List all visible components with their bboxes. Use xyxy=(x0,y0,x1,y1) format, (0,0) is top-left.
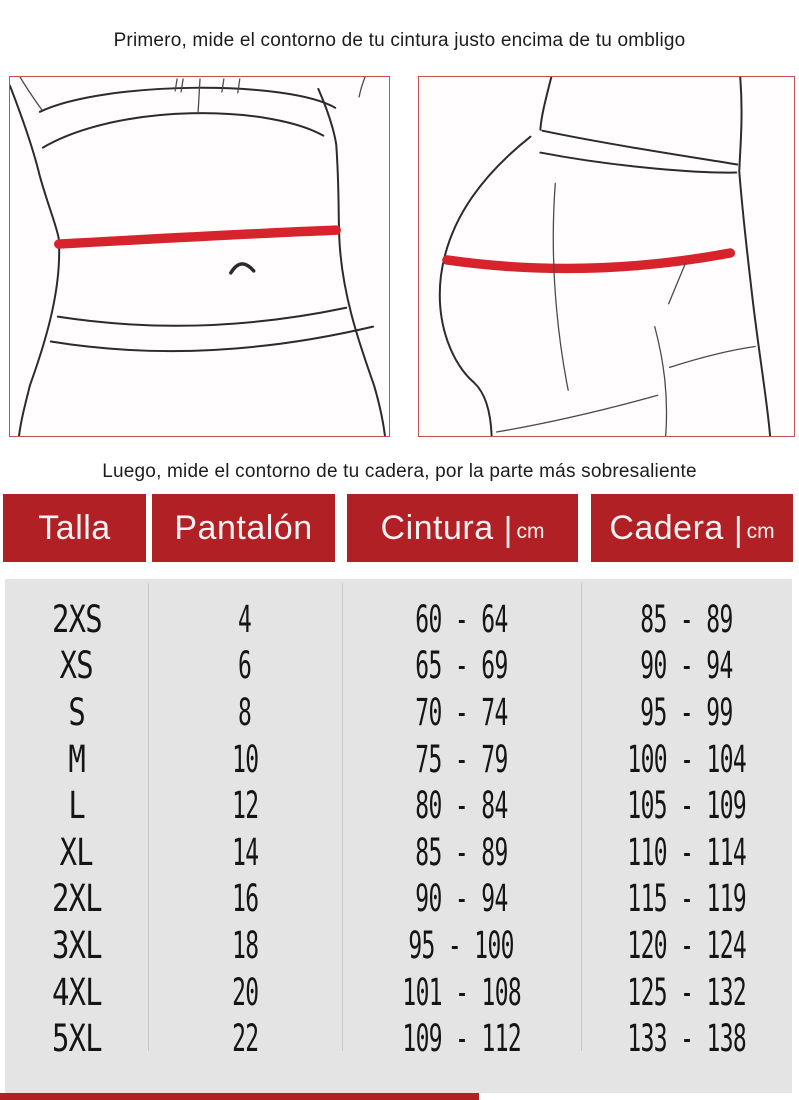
cell-text: 101 - 108 xyxy=(402,970,521,1014)
hip-measure-line xyxy=(447,253,730,268)
size-cell xyxy=(5,877,148,920)
cell-text: 5XL xyxy=(51,1017,102,1061)
size-table xyxy=(5,579,792,1093)
cell-text: 95 - 99 xyxy=(640,690,733,734)
unit-label: cm xyxy=(746,520,775,543)
value-cell xyxy=(342,598,581,641)
cell-text: 16 xyxy=(231,877,259,921)
column-header-talla xyxy=(3,494,146,562)
cell-text: XS xyxy=(59,644,94,688)
value-cell xyxy=(581,738,792,781)
column-header-label: Cadera xyxy=(609,508,724,547)
value-cell xyxy=(342,738,581,781)
table-row xyxy=(5,596,792,643)
size-table-body xyxy=(5,596,792,1062)
value-cell xyxy=(342,644,581,687)
cell-text: 2XL xyxy=(51,877,102,921)
column-divider xyxy=(342,583,343,1051)
cell-text: 100 - 104 xyxy=(627,737,746,781)
column-header-pantalon xyxy=(152,494,335,562)
cell-text: L xyxy=(68,784,85,828)
hip-measurement-illustration xyxy=(419,77,794,436)
waist-illustration-frame xyxy=(9,76,390,437)
waist-measure-line xyxy=(59,230,336,244)
cell-text: 18 xyxy=(231,923,259,967)
size-table-header-row xyxy=(0,494,799,562)
hip-instruction-text: Luego, mide el contorno de tu cadera, por la parte más sobresaliente xyxy=(102,461,697,482)
value-cell xyxy=(148,877,342,920)
table-row xyxy=(5,689,792,736)
value-cell xyxy=(148,644,342,687)
column-divider xyxy=(581,583,582,1051)
cell-text: M xyxy=(68,737,85,781)
cell-text: 4 xyxy=(238,597,252,641)
value-cell xyxy=(148,738,342,781)
size-cell xyxy=(5,644,148,687)
cell-text: 115 - 119 xyxy=(627,877,746,921)
value-cell xyxy=(342,691,581,734)
cell-text: 12 xyxy=(231,784,259,828)
table-row xyxy=(5,643,792,690)
value-cell xyxy=(581,784,792,827)
cell-text: 70 - 74 xyxy=(415,690,508,734)
unit-label: cm xyxy=(516,520,545,543)
value-cell xyxy=(148,924,342,967)
hip-illustration-frame xyxy=(418,76,795,437)
value-cell xyxy=(581,691,792,734)
cell-text: 90 - 94 xyxy=(640,644,733,688)
value-cell xyxy=(148,691,342,734)
cell-text: 120 - 124 xyxy=(627,923,746,967)
cell-text: 60 - 64 xyxy=(415,597,508,641)
column-header-label: Talla xyxy=(38,508,111,547)
cell-text: 80 - 84 xyxy=(415,784,508,828)
value-cell xyxy=(148,598,342,641)
waist-instruction-text: Primero, mide el contorno de tu cintura justo encima de tu ombligo xyxy=(113,30,686,51)
cell-text: 75 - 79 xyxy=(415,737,508,781)
cell-text: XL xyxy=(59,830,94,874)
cell-text: 3XL xyxy=(51,923,102,967)
column-header-cadera xyxy=(591,494,793,562)
table-row xyxy=(5,876,792,923)
value-cell xyxy=(148,784,342,827)
value-cell xyxy=(148,971,342,1014)
cell-text: 105 - 109 xyxy=(627,784,746,828)
size-cell xyxy=(5,1017,148,1060)
value-cell xyxy=(581,831,792,874)
value-cell xyxy=(342,971,581,1014)
value-cell xyxy=(581,598,792,641)
value-cell xyxy=(148,831,342,874)
value-cell xyxy=(581,971,792,1014)
column-divider xyxy=(148,583,149,1051)
table-row xyxy=(5,736,792,783)
table-row xyxy=(5,782,792,829)
unit-separator: | xyxy=(733,510,743,549)
size-cell xyxy=(5,784,148,827)
cell-text: 85 - 89 xyxy=(640,597,733,641)
cell-text: 109 - 112 xyxy=(402,1017,521,1061)
value-cell xyxy=(581,877,792,920)
waist-measurement-illustration xyxy=(10,77,389,436)
cell-text: 6 xyxy=(238,644,252,688)
cell-text: 110 - 114 xyxy=(627,830,746,874)
value-cell xyxy=(342,924,581,967)
table-row xyxy=(5,969,792,1016)
size-cell xyxy=(5,831,148,874)
cell-text: 4XL xyxy=(51,970,102,1014)
value-cell xyxy=(342,831,581,874)
size-cell xyxy=(5,598,148,641)
size-cell xyxy=(5,738,148,781)
value-cell xyxy=(342,877,581,920)
value-cell xyxy=(342,784,581,827)
cell-text: 8 xyxy=(238,690,252,734)
cell-text: 14 xyxy=(231,830,259,874)
table-row xyxy=(5,922,792,969)
column-header-label: Cintura xyxy=(380,508,494,547)
cell-text: 90 - 94 xyxy=(415,877,508,921)
cell-text: 133 - 138 xyxy=(627,1017,746,1061)
value-cell xyxy=(581,924,792,967)
value-cell xyxy=(148,1017,342,1060)
cell-text: S xyxy=(68,690,85,734)
cell-text: 10 xyxy=(231,737,259,781)
unit-separator: | xyxy=(503,510,513,549)
value-cell xyxy=(342,1017,581,1060)
cell-text: 95 - 100 xyxy=(408,923,515,967)
cell-text: 20 xyxy=(231,970,259,1014)
value-cell xyxy=(581,644,792,687)
table-row xyxy=(5,1015,792,1062)
size-cell xyxy=(5,924,148,967)
cell-text: 125 - 132 xyxy=(627,970,746,1014)
size-cell xyxy=(5,691,148,734)
column-header-label: Pantalón xyxy=(174,508,313,547)
column-header-cintura xyxy=(347,494,578,562)
bottom-accent-bar xyxy=(0,1093,479,1100)
value-cell xyxy=(581,1017,792,1060)
size-cell xyxy=(5,971,148,1014)
cell-text: 65 - 69 xyxy=(415,644,508,688)
table-row xyxy=(5,829,792,876)
cell-text: 85 - 89 xyxy=(415,830,508,874)
cell-text: 2XS xyxy=(51,597,102,641)
cell-text: 22 xyxy=(231,1017,259,1061)
